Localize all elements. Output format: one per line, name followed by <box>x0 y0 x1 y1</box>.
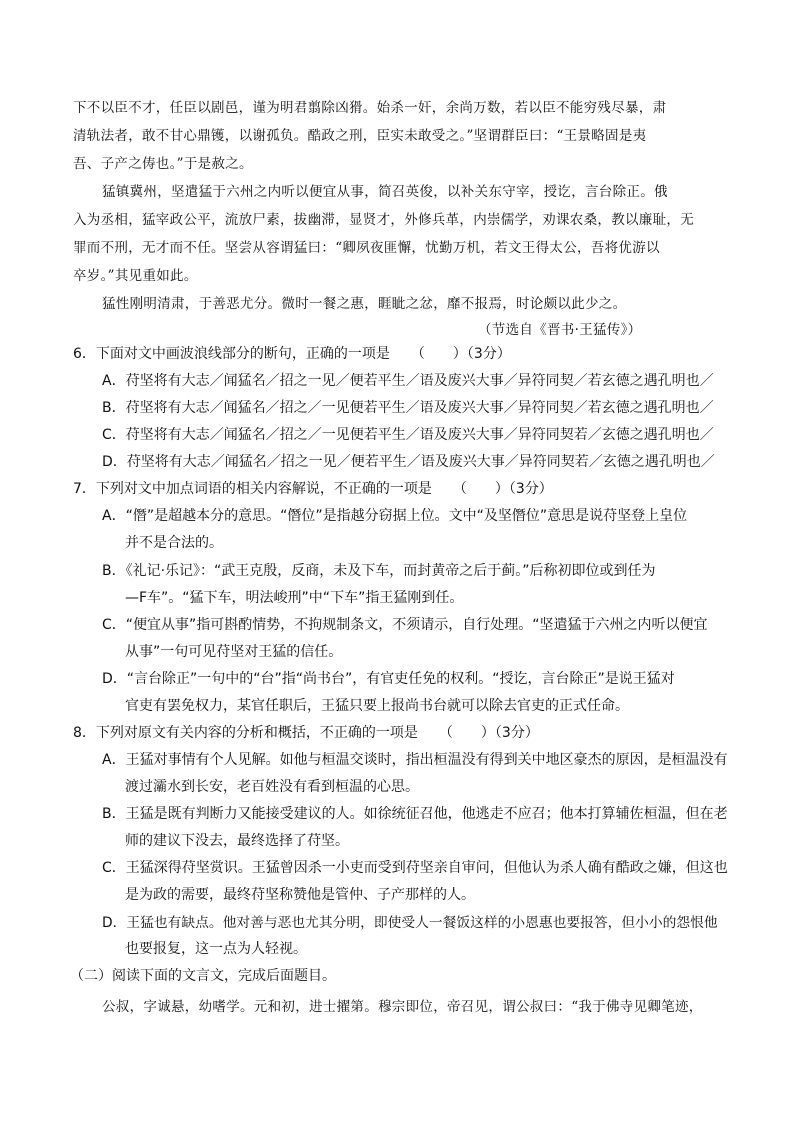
passage-line: 清轨法者，敢不甘心鼎镬，以谢孤负。酷政之刑，臣实未敢受之。”坚谓群臣曰：“王景略固是夷 <box>73 128 647 144</box>
question-7-option-b-cont: —F车”。“猛下车，明法峻刑”中“下车”指王猛刚到任。 <box>125 590 464 606</box>
question-8-stem: 8．下列对原文有关内容的分析和概括，不正确的一项是 （ ）（3分） <box>73 725 539 741</box>
question-8-option-d: D．王猛也有缺点。他对善与恶也尤其分明，即使受人一餐饭这样的小恩惠也要报答，但小小的怨恨他 <box>102 915 718 931</box>
passage-line: 入为丞相，猛宰政公平，流放尸素，拔幽滞，显贤才，外修兵革，内崇儒学，劝课农桑，教以廉耻，无 <box>73 212 694 228</box>
question-7-option-c-cont: 从事”一句可见苻坚对王猛的信任。 <box>125 644 343 660</box>
section-2-passage-line: 公叔，字诚悬，幼嗜学。元和初，进士擢第。穆宗即位，帝召见，谓公叔曰：“我于佛寺见卿笔迹， <box>102 999 703 1015</box>
question-7-stem: 7．下列对文中加点词语的相关内容解说，不正确的一项是 （ ）（3分） <box>73 481 553 497</box>
question-6-stem: 6．下面对文中画波浪线部分的断句，正确的一项是 （ ）（3分） <box>73 346 511 362</box>
question-7-option-a-cont: 并不是合法的。 <box>125 535 223 551</box>
question-7-option-b: B．《礼记·乐记》：“武王克殷，反商，未及下车，而封黄帝之后于蓟。”后称初即位或到任为 <box>102 563 656 579</box>
passage-source: （节选自《晋书·王猛传》） <box>478 322 642 338</box>
passage-line: 罪而不刑，无才而不任。坚尝从容谓猛曰：“卿夙夜匪懈，忧勤万机，若文王得太公，吾将优游以 <box>73 240 660 256</box>
question-6-option-b: B．苻坚将有大志／闻猛名／招之／一见便若平生／语及废兴大事／异符同契／若玄德之遇孔明也／ <box>102 400 714 416</box>
passage-line: 下不以臣不才，任臣以剧邑，谨为明君翦除凶猾。始杀一奸，余尚万数，若以臣不能穷残尽暴，肃 <box>73 100 667 116</box>
question-6-option-a: A．苻坚将有大志／闻猛名／招之一见／便若平生／语及废兴大事／异符同契／若玄德之遇孔明也／ <box>102 373 714 389</box>
question-7-option-a: A．“僭”是超越本分的意思。“僭位”是指越分窃据上位。文中“及坚僭位”意思是说苻坚登上皇位 <box>102 508 688 524</box>
question-8-option-d-cont: 也要报复，这一点为人轻视。 <box>125 941 307 957</box>
question-8-option-a: A．王猛对事情有个人见解。如他与桓温交谈时，指出桓温没有得到关中地区豪杰的原因，是桓温没有 <box>102 752 728 768</box>
question-6-option-d: D．苻坚将有大志／闻猛名／招之一见／便若平生／语及废兴大事／异符同契若／玄德之遇孔明也／ <box>102 454 715 470</box>
question-8-option-a-cont: 渡过灞水到长安，老百姓没有看到桓温的心思。 <box>125 779 419 795</box>
question-8-option-c-cont: 是为政的需要，最终苻坚称赞他是管仲、子产那样的人。 <box>125 887 475 903</box>
passage-line: 吾、子产之俦也。”于是赦之。 <box>73 156 253 172</box>
question-7-option-d: D．“言台除正”一句中的“台”指“尚书台”，有官吏任免的权利。“授讫，言台除正”是说王猛对 <box>102 671 675 687</box>
passage-line: 猛性刚明清肃，于善恶尤分。微时一餐之惠，睚眦之忿，靡不报焉，时论颇以此少之。 <box>102 296 627 312</box>
question-7-option-d-cont: 官吏有罢免权力，某官任职后，王猛只要上报尚书台就可以除去官吏的正式任命。 <box>125 698 629 714</box>
question-6-option-c: C．苻坚将有大志／闻猛名／招之／一见便若平生／语及废兴大事／异符同契若／玄德之遇孔明也／ <box>102 427 714 443</box>
question-8-option-c: C．王猛深得苻坚赏识。王猛曾因杀一小吏而受到苻坚亲自审问，但他认为杀人确有酷政之嫌，但这也 <box>102 860 728 876</box>
passage-line: 卒岁。”其见重如此。 <box>73 268 198 284</box>
question-8-option-b: B．王猛是既有判断力又能接受建议的人。如徐统征召他，他逃走不应召；他本打算辅佐桓温，但在老 <box>102 806 728 822</box>
passage-line: 猛镇冀州，坚遣猛于六州之内听以便宜从事，简召英俊，以补关东守宰，授讫，言台除正。俄 <box>102 184 668 200</box>
question-7-option-c: C．“便宜从事”指可斟酌情势，不拘规制条文，不须请示，自行处理。“坚遣猛于六州之内听以便宜 <box>102 617 708 633</box>
section-2-heading: （二）阅读下面的文言文，完成后面题目。 <box>70 968 336 984</box>
question-8-option-b-cont: 师的建议下没去，最终选择了苻坚。 <box>125 833 349 849</box>
